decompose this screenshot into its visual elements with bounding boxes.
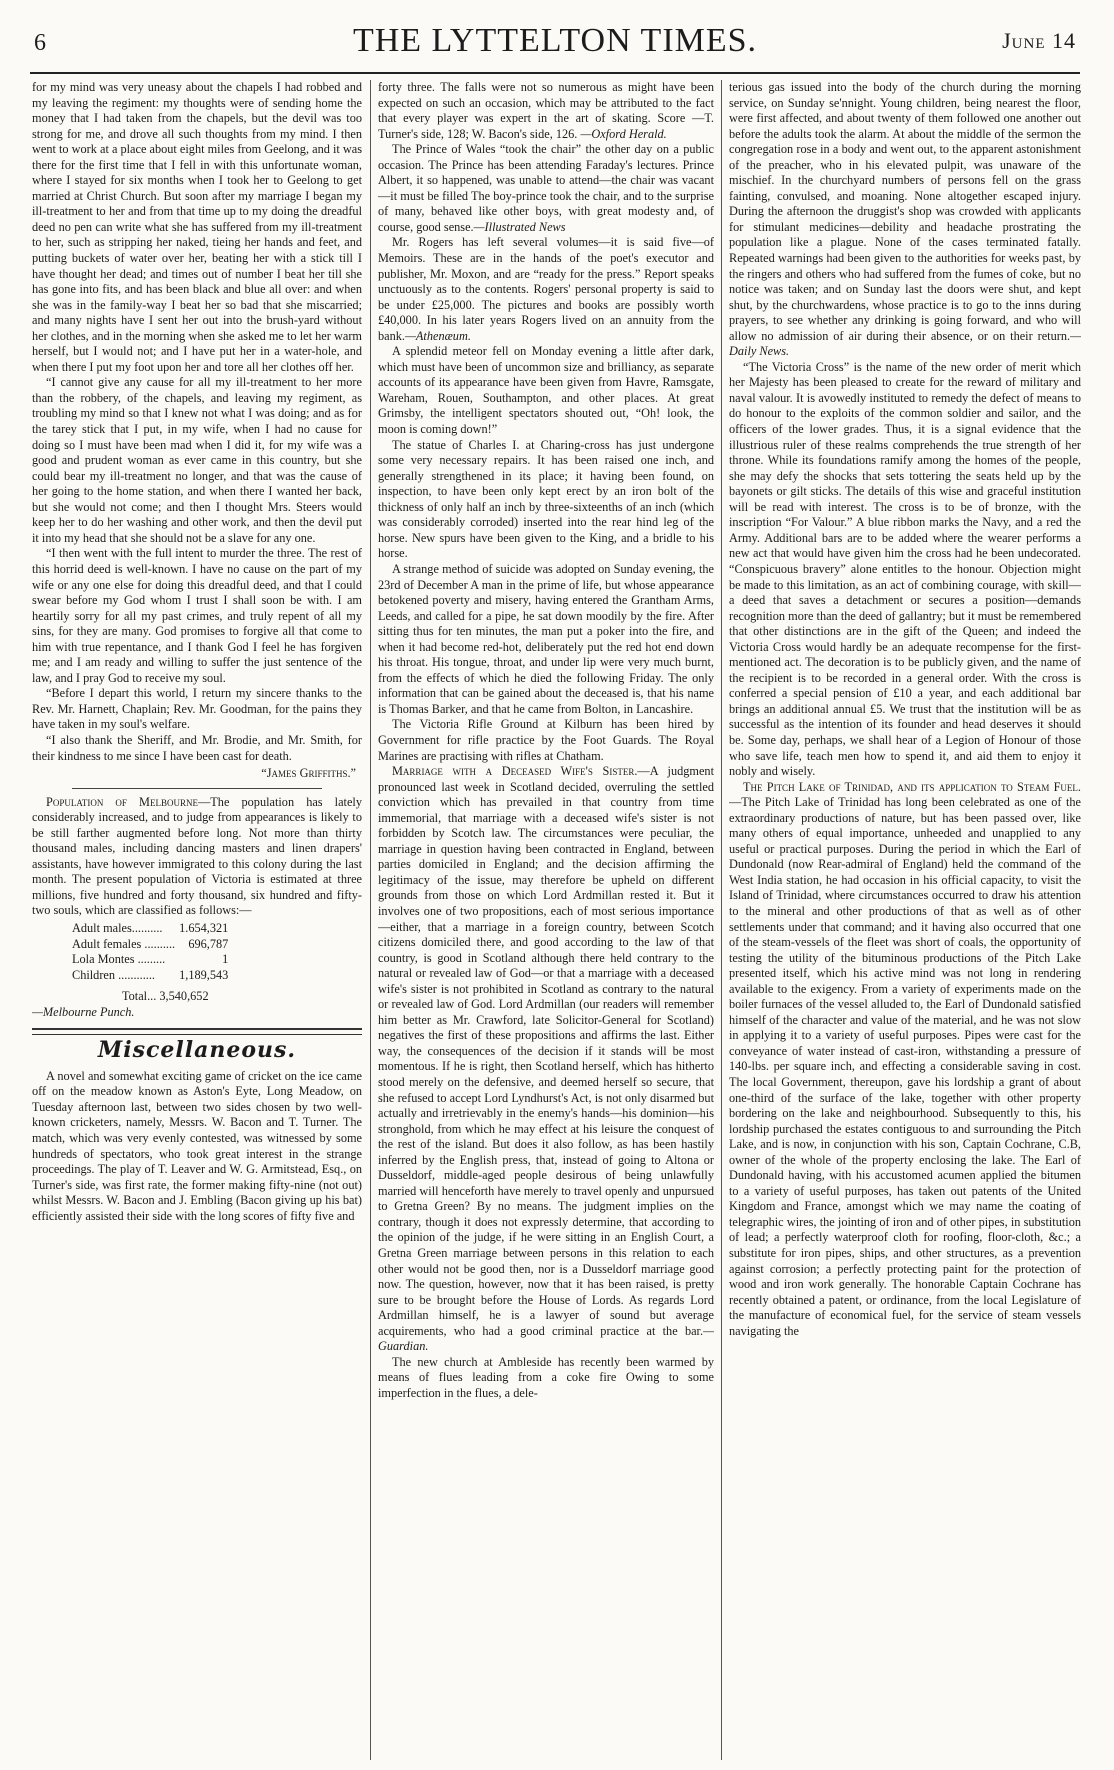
article-paragraph bbox=[378, 80, 714, 142]
population-table bbox=[72, 921, 232, 983]
table-row bbox=[72, 937, 232, 953]
row-value: 1,189,543 bbox=[179, 967, 229, 982]
page-number: 6 bbox=[34, 30, 46, 56]
article-paragraph bbox=[729, 780, 1081, 1340]
population-total bbox=[122, 989, 362, 1005]
article-paragraph: “The Victoria Cross” is the name of the new order of merit which her Majesty has been pleased to create for the reward of military and naval valour. It is avowedly instituted to remedy the defect of means to do honour to the exploits of the common soldier and sailor, and the officers of the lower grades. Thus, it is a signal evidence that the illustrious ruler of these realms comprehends the true strength of her throne. While its foundations ramify among the homes of the people, she may defy the shocks that sets tottering the seats held up by the bayonets or gilt sticks. The details of this wise and graceful institution will be read with interest. The cross is to be of bronze, with the inscription “For Valour.” A blue ribbon marks the Navy, and a red the Army. Additional bars are to be added where the wearer performs a new act that would have given him the cross had he been undecorated. “Conspicuous bravery” alone entitles to the honour. Objection might be made to this limitation, as an act of combining courage, with skill—a deed that saves a detachment or secures a position—demands recognition more than the deed of gallantry; but it must be remembered that other distinctions are in the gift of the Queen; and indeed the Victoria Cross would hardly be an adequate recompense for the first-mentioned act. The decoration is to be publicly given, and the name of the recipient is to be recorded in a general order. With the cross is conferred a special pension of £10 a year, and each additional bar brings an additional annual £5. We trust that the institution will be as successful as the intention of its founder and head deserves it should be. Some day, perhaps, we shall hear of a Legion of Honour of those who save life, teach men how to spend it, and aid them to enjoy it nobly and wisely. bbox=[729, 359, 1081, 779]
article-paragraph bbox=[32, 795, 362, 919]
article-paragraph: The Victoria Rifle Ground at Kilburn has been hired by Government for rifle practice by the Foot Guards. The Royal Marines are practising with rifles at Chatham. bbox=[378, 717, 714, 763]
article-paragraph: A splendid meteor fell on Monday evening a little after dark, which must have been of uncommon size and brilliancy, as separate accounts of its appearance have been given from Havre, Ramsgate, Wareham, Rouen, Southampton, and other places. At great Grimsby, the intelligent spectators shouted out, “Oh! look, the moon is coming down!” bbox=[378, 344, 714, 437]
column-rule bbox=[721, 80, 722, 1760]
signature: “James Griffiths.” bbox=[261, 766, 356, 781]
article-paragraph: “I then went with the full intent to murder the three. The rest of this horrid deed is well-known. I have no cause on the part of my wife or any one else for doing this dreadful deed, and that I could swear before my God whom I trust I shall soon be with. I am heartily sorry for all my past crimes, and truly repent of all my sins, for they are many. God promises to forgive all that come to him with true repentance, and I thank God I feel he has forgiven me; and I am ready and willing to suffer the just sentence of the law, and I pray God to receive my soul. bbox=[32, 546, 362, 685]
article-text: —The population has lately considerably increased, and to judge from appearances is likely to be still farther augmented before long. Not more than thirty thousand males, including dancing masters and linen drapers' assistants, have however immigrated to this colony during the last month. The present population of Victoria is estimated at three millions, five hundred and forty thousand, six hundred and fifty-two souls, which are classified as follows:— bbox=[32, 794, 362, 918]
article-heading: The Pitch Lake of Trinidad, and its application to Steam Fuel. bbox=[743, 779, 1081, 794]
row-value: 696,787 bbox=[188, 936, 229, 951]
column-3 bbox=[729, 80, 1081, 1760]
section-heading: Miscellaneous. bbox=[97, 1037, 297, 1064]
source-attribution: —Oxford Herald. bbox=[580, 126, 667, 141]
article-paragraph: “Before I depart this world, I return my sincere thanks to the Rev. Mr. Harnett, Chaplain; Rev. Mr. Goodman, for the pains they have taken in my soul's welfare. bbox=[32, 686, 362, 732]
issue-date: June 14 bbox=[1002, 28, 1076, 53]
article-heading: Population of Melbourne bbox=[46, 794, 198, 809]
source-attribution: —Daily News. bbox=[729, 328, 1081, 359]
section-rule bbox=[32, 1034, 362, 1035]
article-text: —The Pitch Lake of Trinidad has long been celebrated as one of the extraordinary productions of nature, but has been passed over, like many others of equal importance, unheeded and unapplied to any useful or practical purposes. During the period in which the Earl of Dundonald (now Rear-admiral of England) held the command of the West India station, he had occasion in his official capacity, to visit the Island of Trinidad, where circumstances occurred to draw his attention to the mineral and other productions of that as well as of other settlements under that command; and it having also occurred that one of the steam-vessels of the fleet was short of coals, the opportunity of testing the utility of the bituminous productions of the Pitch Lake presented itself, which his active mind was not long in rendering available to the exigency. From a variety of experiments made on the boiler furnaces of the vessel alluded to, the Earl of Dundonald satisfied himself of the character and value of the material, and he was not slow in applying it to a variety of useful purposes. Pipes were cast for the conveyance of water instead of cast-iron, withstanding a pressure of 140-lbs. per square inch, and effecting a considerable saving in cost. The local Government, thereupon, gave his lordship a grant of about one-third of the surface of the lake, together with other property bordering on the lake and neighbourhood. Subsequently to this, his lordship purchased the estates contiguous to and surrounding the Pitch Lake, and is now, in conjunction with his son, Captain Cochrane, C.B, owner of the whole of the property enclosing the lake. The Earl of Dundonald having, with his accustomed acumen applied the bitumen to a variety of useful purposes, has taken out patents of the United Kingdom and France, amongst which we may name the coating of telegraphic wires, the jointing of iron and of other pipes, in substitution of lead; a perfectly waterproof cloth for roofing, floor-cloth, &c.; a substitute for iron pipes, ships, and other structures, as a prevention against corrosion; a perfectly protecting paint for the protection of wood and iron work generally. The honorable Captain Cochrane has recently obtained a patent, or ordinance, from the local Legislature of the manufacture of economical fuel, for the service of steam vessels navigating the bbox=[729, 795, 1081, 1338]
newspaper-title: THE LYTTELTON TIMES. bbox=[352, 22, 758, 59]
article-paragraph bbox=[378, 235, 714, 344]
article-paragraph: for my mind was very uneasy about the chapels I had robbed and my leaving the regiment: my thoughts were of sending home the money that I had taken from the chapels, but the devil was too strong for me, and drove all such thoughts from my mind. I then went to work at a place about eight miles from Geelong, and it was there for the first time that I fell in with this unfortunate woman, where I stayed for six months when I took her to Geelong to get married at Christ Church. But soon after my marriage I began my ill-treatment to her and from that time up to my doing the dreadful deed no pen can write what she has suffered from my ill-treatment to her, such as stripping her naked, tieing her hands and feet, and putting buckets of water over her, beating her with a stick till I have thought her dead; and times out of number I beat her till she has gone into fits, and has been black and blue all over: and when she was in the family-way I beat her so bad that she miscarried; and many nights have I sent her out into the brush-yard without her clothes, and in the morning when she asked me to let her warm herself, but I would not; and I have put her in a water-hole, and when there I put my foot upon her and tore all her clothes off her. bbox=[32, 80, 362, 374]
row-label: Adult females .......... bbox=[72, 936, 176, 951]
row-value: 1 bbox=[222, 952, 229, 967]
source-attribution: —Melbourne Punch. bbox=[32, 1004, 135, 1019]
article-paragraph bbox=[378, 764, 714, 1355]
total-value: 3,540,652 bbox=[159, 989, 209, 1004]
article-paragraph bbox=[729, 80, 1081, 360]
row-label: Lola Montes ......... bbox=[72, 952, 166, 967]
row-value: 1.654,321 bbox=[179, 920, 229, 935]
row-label: Children ............ bbox=[72, 967, 155, 982]
row-label: Adult males.......... bbox=[72, 920, 163, 935]
table-row bbox=[72, 968, 232, 984]
article-paragraph: The statue of Charles I. at Charing-cross has just undergone some very necessary repairs. It has been raised one inch, and generally strengthened in its place; it having been found, on inspection, to have been only kept erect by an iron bolt of the thickness of only half an inch by three-sixteenths of an inch (which was considerably corroded) inserted into the rear hind leg of the horse. New spurs have been given to the King, and a bridle to his horse. bbox=[378, 437, 714, 561]
article-separator bbox=[72, 788, 322, 789]
table-row bbox=[72, 952, 232, 968]
table-row bbox=[72, 921, 232, 937]
article-paragraph: A novel and somewhat exciting game of cricket on the ice came off on the meadow known as Aston's Eyte, Long Meadow, on Tuesday afternoon last, between two sides chosen by two well-known cricketers, namely, Messrs. W. Bacon and T. Turner. The match, which was very evenly contested, was witnessed by some hundreds of spectators, who took great interest in the strange proceedings. The play of T. Leaver and W. G. Armitstead, Esq., on Turner's side, was first rate, the former making fifty-nine (not out) whilst Messrs. W. Bacon and J. Embling (Bacon giving up his bat) efficiently assisted their side with the long scores of fifty five and bbox=[32, 1068, 362, 1223]
article-text: The Prince of Wales “took the chair” the other day on a public occasion. The Prince has been attending Faraday's lectures. Prince Albert, it so happened, was unable to attend—the chair was vacant—it must be filled The boy-prince took the chair, and to the surprise of many, behaved like other boys, with great modesty and, of course, good sense. bbox=[378, 142, 714, 234]
source-attribution: —Illustrated News bbox=[473, 219, 566, 234]
article-heading: Marriage with a Deceased Wife's Sister. bbox=[392, 764, 638, 779]
article-paragraph: “I also thank the Sheriff, and Mr. Brodie, and Mr. Smith, for their kindness to me since I have been cast for death. bbox=[32, 732, 362, 763]
column-1 bbox=[32, 80, 362, 1760]
article-paragraph: “I cannot give any cause for all my ill-treatment to her more than the robbery, of the chapels, and leaving my regiment, as troubling my mind so that I knew not what I was doing; and as for the tarey stick that I put, in my wife, when I had no cause for doing so I must have been mad when I did it, for my wife was a good and prudent woman as ever came in this country, but she could bear my ill-treatment no longer, and that was the cause of her going to the home station, and when there I wanted her back, but she would not come; and then I thought Mrs. Steers would keep her to do her washing and other work, and then the devil put it into my head that she should not be a slave for any one. bbox=[32, 375, 362, 545]
article-text: terious gas issued into the body of the church during the morning service, on Sunday se'nnight. Young children, being nearest the floor, were first affected, and about twenty of them followed one another out before the adults took the alarm. At about the middle of the sermon the congregation rose in a body and went out, to the apparent astonishment of the preacher, who in his elevated pulpit, was unaware of the mischief. In the churchyard numbers of persons fell on the grass fainting, convulsed, and moaning. None altogether escaped injury. During the afternoon the druggist's shop was crowded with applicants for stimulant medicines—debility and headache prostrating the population like a plague. None of the cases terminated fatally. Repeated warnings had been given to the authorities for weeks past, by the ringers and others who had suffered from the fumes of coke, but no notice was taken; and on Sunday last the doors were shut, and kept shut, by the churchwardens, whose practice is to go to the inns during prayers, to see whether any drinking is going forward, and who will allow no admission of air during their absence, or on their return. bbox=[729, 80, 1081, 343]
source-attribution: —Athenæum. bbox=[404, 328, 471, 343]
article-paragraph bbox=[378, 142, 714, 235]
source-attribution: —Guardian. bbox=[378, 1323, 714, 1354]
masthead bbox=[30, 18, 1080, 70]
article-paragraph: A strange method of suicide was adopted on Sunday evening, the 23rd of December A man in the prime of life, but whose appearance betokened poverty and misery, having entered the Grantham Arms, Leeds, and called for a pipe, he sat down moodily by the fire. After sitting thus for ten minutes, the man put a poker into the fire, and when it had become red-hot, deliberately put the red hot end down his throat. His tongue, throat, and under lip were very much burnt, from the effects of which he died the following Friday. The only information that can be gained about the deceased is, that his name is Thomas Barker, and that he came from Bolton, in Lancashire. bbox=[378, 561, 714, 716]
article-text: forty three. The falls were not so numerous as might have been expected on such an occasion, which may be attributed to the fact that every player was expert in the art of skating. Score —T. Turner's side, 128; W. Bacon's side, 126. bbox=[378, 80, 714, 141]
masthead-rule bbox=[30, 72, 1080, 74]
section-rule bbox=[32, 1028, 362, 1030]
column-2 bbox=[378, 80, 714, 1760]
column-rule bbox=[370, 80, 371, 1760]
total-label: Total... bbox=[122, 989, 157, 1004]
article-paragraph: The new church at Ambleside has recently been warmed by means of flues leading from a coke fire Owing to some imperfection in the flues, a dele- bbox=[378, 1354, 714, 1400]
article-text: —A judgment pronounced last week in Scotland decided, overruling the settled conviction which has prevailed in that country from time immemorial, that marriage with a deceased wife's sister is not forbidden by Scotch law. The circumstances were peculiar, the marriage in question having been contracted in England, between parties domiciled in England; and the decision affirming the legitimacy of the issue, may therefore be upheld on different grounds from those on which Lord Ardmillan rested it. But it involves one of two propositions, each of most serious importance—either, that a marriage in a foreign country, between Scotch citizens domiciled there, and good according to the law of that country, is good in Scotland although there held contrary to the natural or revealed law of God—or that a marriage with a deceased wife's sister is not prohibited in Scotland as contrary to the natural or revealed law of God. Lord Ardmillan (our readers will remember him better as Mr. Crawford, late Solicitor-General for Scotland) negatives the first of these propositions and affirms the last. Either way, the consequences of the decision if it stands will be most momentous. If he is right, then Scotland herself, which has hitherto stood merely on the defensive, and deemed herself so secure, that she refused to accept Lord Lyndhurst's Act, is not only disarmed but actually and irretrievably in the enemy's hands—his dominion—his stronghold, from which he may effect at his leisure the conquest of the rest of the island. But does it also follow, as has been hastily inferred by the English press, that, instead of going to Altona or Dusseldorf, middle-aged people desirous of being unlawfully married will henceforth have merely to travel openly and unpursued to Gretna Green? By no means. The judgment implies on the contrary, though it does not expressly determine, that according to the opinion of the judge, if he were sitting in an English Court, a Gretna Green marriage between persons in this relation to each other would not be good then, nor is a Dusseldorf marriage good now. The question, however, now that it has been raised, is pretty sure to be brought before the House of Lords. As regards Lord Ardmillan himself, he is a lawyer of sound but average acquirements, who had a good criminal practice at the bar. bbox=[378, 764, 714, 1338]
article-text: Mr. Rogers has left several volumes—it is said five—of Memoirs. These are in the hands of the poet's executor and publisher, Mr. Moxon, and are “ready for the press.” Report speaks unctuously as to the contents. Rogers' personal property is said to be under £25,000. The pictures and books are possibly worth £40,000. In his later years Rogers lived on an annuity from the bank. bbox=[378, 235, 714, 343]
